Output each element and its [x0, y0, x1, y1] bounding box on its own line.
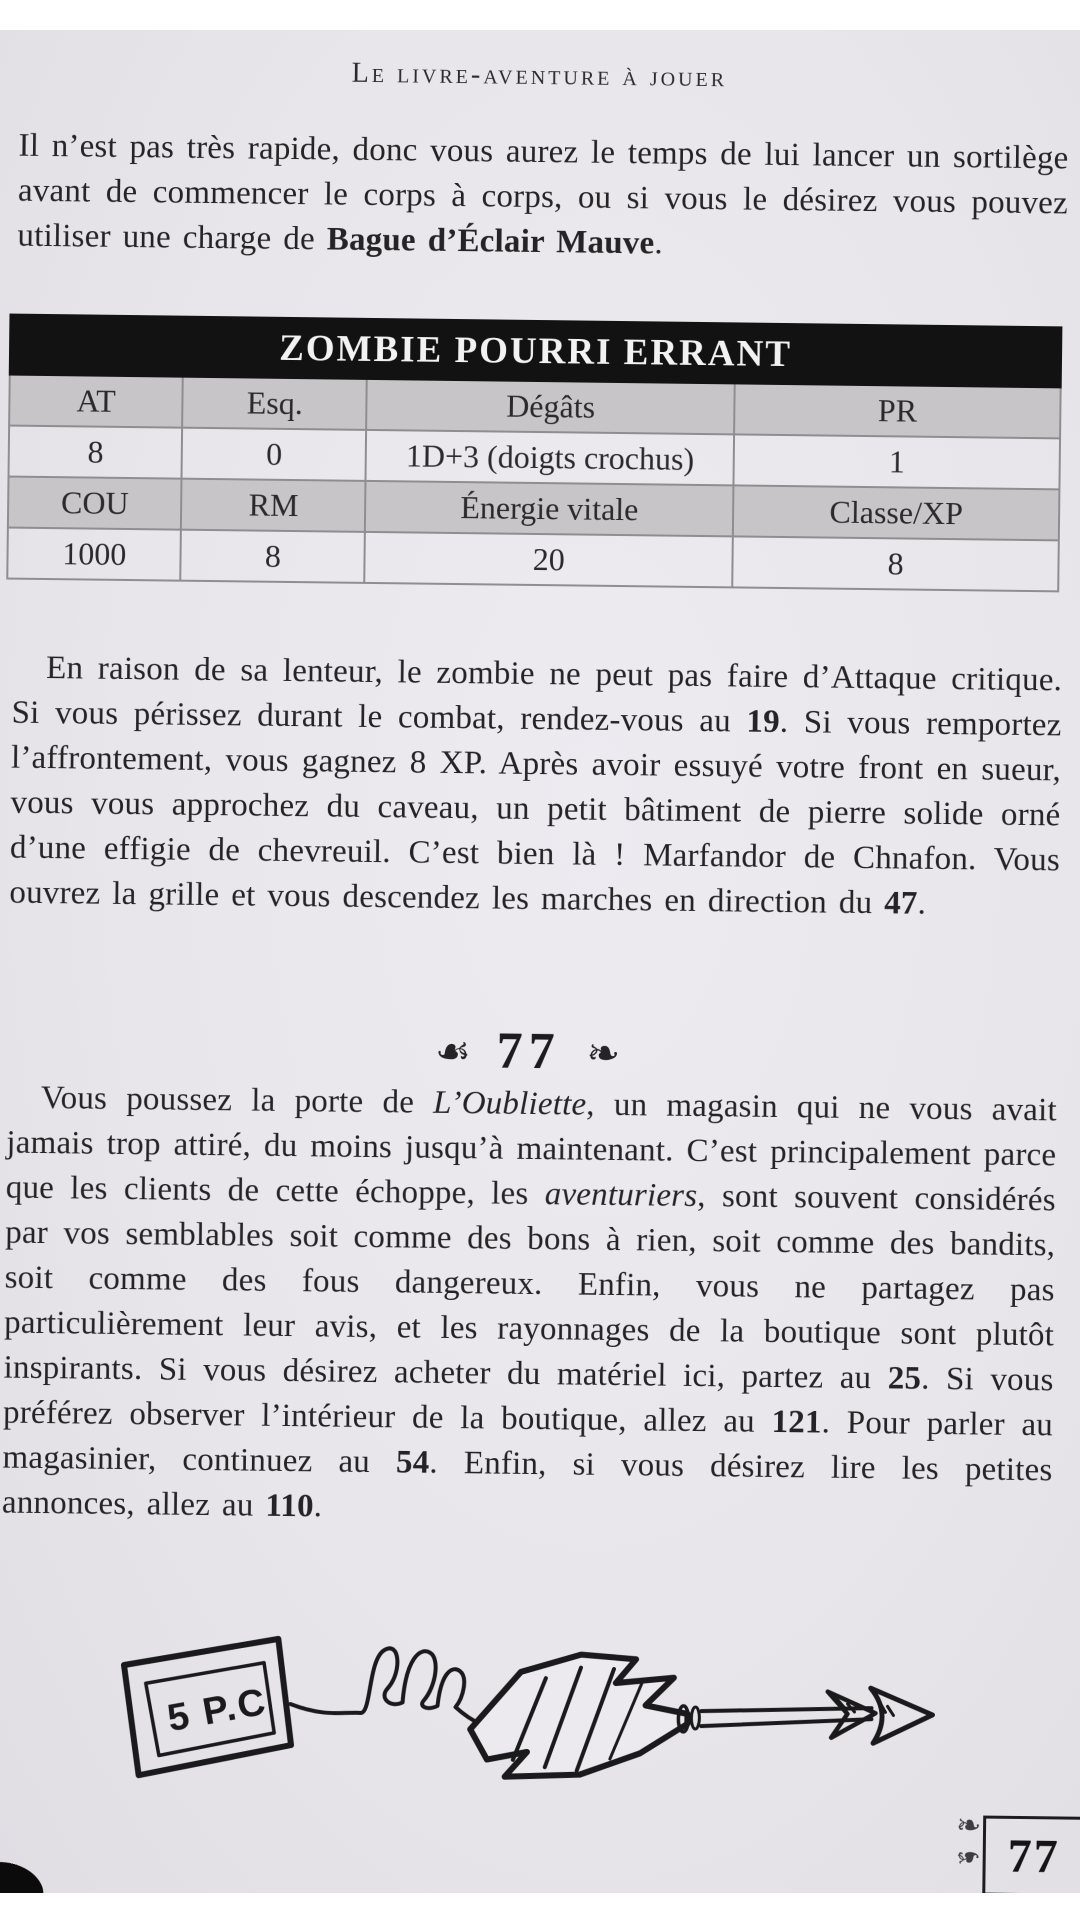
table-cell: Énergie vitale: [365, 481, 733, 536]
text-segment: . Pour parler au magasinier, continuez au: [2, 1404, 1054, 1481]
page-number: 77: [1007, 1829, 1061, 1883]
table-cell: Esq.: [183, 377, 368, 430]
text-segment: L’Oubliette: [432, 1084, 587, 1123]
text-segment: . Si vous préférez observer l’intérieur de la boutique, allez au: [2, 1360, 1054, 1440]
text-segment: .: [313, 1488, 323, 1525]
table-cell: 8: [9, 426, 183, 479]
text-segment: .: [917, 885, 927, 922]
text-segment: Vous poussez la porte de: [40, 1079, 434, 1121]
table-cell: 1000: [7, 528, 181, 581]
book-page-photo: [0, 30, 1080, 1893]
fleuron-left-icon: ☙: [434, 1028, 471, 1076]
text-segment: , un magasin qui ne vous avait jamais trop attiré, du moins jusqu’à maintenant. C’est principalement parce que les clients de cette échoppe, les: [5, 1086, 1058, 1213]
table-body: [7, 375, 1060, 592]
intro-paragraph: [17, 124, 1069, 272]
arrow-price-tag-illustration: [74, 1606, 956, 1827]
text-segment: Bague d’Éclair Mauve: [326, 221, 655, 262]
fleuron-right-icon: ❧: [586, 1030, 621, 1078]
vine-glyph: ❧: [955, 1808, 982, 1844]
page-number-cartouche: [955, 1808, 1080, 1893]
text-segment: .: [654, 225, 664, 262]
text-segment: 19: [746, 703, 781, 740]
running-header: Le livre-aventure à jouer: [351, 57, 728, 94]
table-cell: Classe/XP: [733, 485, 1059, 540]
table-cell: 1: [734, 434, 1060, 489]
arrow-head: [870, 1688, 933, 1744]
table-cell: RM: [181, 479, 366, 532]
text-segment: 121: [771, 1403, 822, 1441]
table-cell: AT: [9, 375, 183, 428]
table-title: ZOMBIE POURRI ERRANT: [10, 315, 1062, 388]
text-segment: , sont souvent considérés par vos semblables soit comme des bons à rien, soit comme des bandits, soit comme des fous dangereux. Enfin, vous ne partagez pas particulièrement leur avis, et les rayonnages de la boutique sont plutôt inspirants. Si vous désirez acheter du matériel ici, partez au: [3, 1178, 1056, 1397]
table-cell: 0: [182, 428, 367, 481]
vine-ornament-icon: [955, 1808, 982, 1874]
table-cell: COU: [8, 477, 182, 530]
text-segment: Il n’est pas très rapide, donc vous aurez le temps de lui lancer un sortilège avant de commencer le corps à corps, ou si vous le désirez vous pouvez utiliser une charge de: [17, 127, 1069, 258]
after-table-paragraph: [9, 646, 1062, 929]
section-number: 77: [496, 1022, 562, 1080]
price-tag-label: 5 P.C: [164, 1680, 271, 1741]
text-segment: 110: [265, 1487, 314, 1525]
text-segment: . Si vous remportez l’affrontement, vous gagnez 8 XP. Après avoir essuyé votre front en sueur, vous vous approchez du caveau, un petit bâtiment de pierre solide orné d’une effigie de chevreuil. C’est bien là ! Marfandor de Chnafon. Vous ouvrez la grille et vous descendez les marches en direction du: [9, 703, 1062, 922]
arrow-head-chevron: [827, 1692, 876, 1739]
text-segment: 25: [887, 1360, 922, 1397]
table-cell: 20: [365, 532, 733, 587]
table-cell: PR: [734, 383, 1060, 438]
table-cell: Dégâts: [366, 379, 734, 434]
text-segment: 47: [883, 885, 918, 922]
text-segment: . Enfin, si vous désirez lire les petites annonces, allez au: [1, 1444, 1053, 1524]
vine-glyph: ❧: [955, 1838, 982, 1874]
text-segment: aventuriers: [544, 1176, 698, 1215]
section-body-paragraph: [2, 1076, 1057, 1539]
text-segment: 54: [395, 1444, 430, 1481]
text-segment: En raison de sa lenteur, le zombie ne peut pas faire d’Attaque critique. Si vous périssez durant le combat, rendez-vous au: [11, 650, 1063, 740]
page-content: [0, 30, 1080, 1893]
monster-stats-table: [6, 314, 1062, 593]
arrow-fletching: [470, 1653, 688, 1779]
table-cell: 8: [732, 536, 1058, 591]
table-cell: 8: [181, 530, 366, 583]
price-tag: [123, 1637, 293, 1777]
table-cell: 1D+3 (doigts crochus): [366, 430, 734, 485]
